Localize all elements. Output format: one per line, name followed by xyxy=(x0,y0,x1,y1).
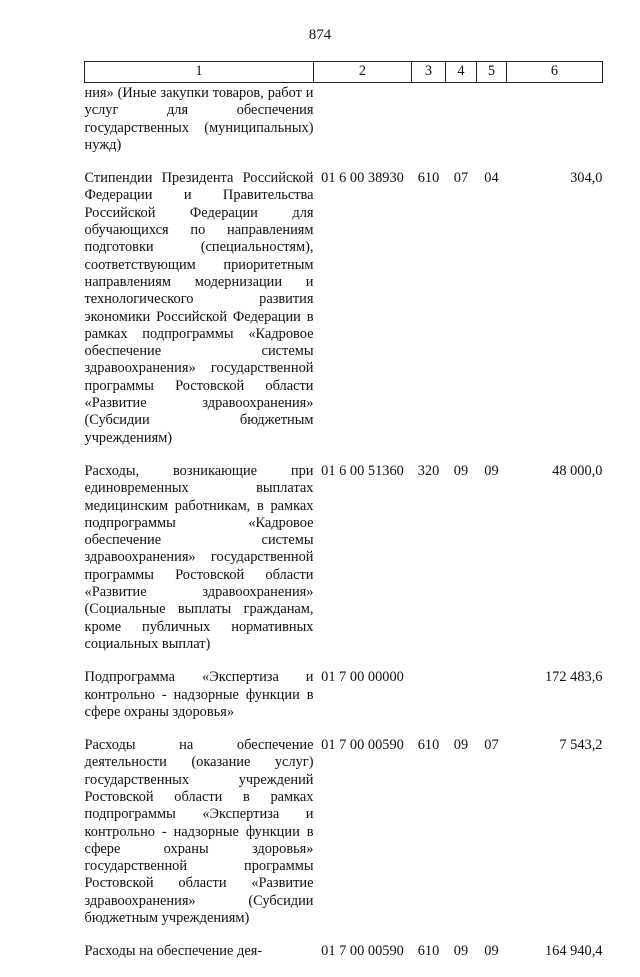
page-number: 874 xyxy=(308,27,332,43)
table-row xyxy=(85,463,603,669)
row-pr xyxy=(477,83,507,171)
row-code xyxy=(314,83,412,171)
row-pr: 07 xyxy=(484,737,499,754)
table-row xyxy=(85,170,603,463)
row-sum: 304,0 xyxy=(570,170,603,187)
row-pr: 09 xyxy=(484,943,499,960)
row-code: 01 7 00 00590 xyxy=(321,943,404,960)
row-sum: 164 940,4 xyxy=(544,943,603,960)
row-sum: 48 000,0 xyxy=(552,462,603,479)
row-pr xyxy=(477,669,507,737)
row-rz: 09 xyxy=(453,737,469,754)
table-header-row xyxy=(85,62,603,83)
row-rz xyxy=(446,669,477,737)
table-row xyxy=(85,669,603,737)
header-col-3: 3 xyxy=(412,62,446,83)
row-rz: 09 xyxy=(453,943,469,960)
table-row xyxy=(85,737,603,943)
row-sum: 7 543,2 xyxy=(559,737,603,754)
row-vr: 320 xyxy=(417,462,440,479)
row-sum: 172 483,6 xyxy=(544,669,603,686)
row-name: Расходы на обеспечение дея- xyxy=(84,943,263,960)
row-name: Подпрограмма «Экспертиза и контрольно - надзорные функции в сфере охраны здоровья» xyxy=(84,669,314,720)
row-vr: 610 xyxy=(417,943,440,960)
row-name: Расходы на обеспечение деятельности (оказание услуг) государственных учреждений Ростовской области в рамках подпрограммы «Экспертиза и контрольно - надзорные функции в сфере охраны здоровья» государственной программы Ростовской области «Развитие здравоохранения» (Субсидии бюджетным учреждениям) xyxy=(84,737,314,927)
budget-table xyxy=(84,61,603,977)
row-name: ния» (Иные закупки товаров, работ и услуг для обеспечения государственных (муниципальных) нужд) xyxy=(84,85,314,153)
header-col-2: 2 xyxy=(314,62,412,83)
table-row xyxy=(85,943,603,976)
row-name: Стипендии Президента Российской Федерации и Правительства Российской Федерации для обучающихся по направлениям подготовки (специальностям), соответствующим приоритетным направлениям модернизации и технологического развития экономики Российской Федерации в рамках подпрограммы «Кадровое обеспечение системы здравоохранения» государственной программы Ростовской области «Развитие здравоохранения» (Субсидии бюджетным учреждениям) xyxy=(84,170,314,446)
row-rz: 07 xyxy=(453,170,469,187)
row-code: 01 6 00 38930 xyxy=(321,170,404,187)
table-row xyxy=(85,83,603,171)
row-code: 01 6 00 51360 xyxy=(321,462,404,479)
row-vr: 610 xyxy=(417,170,440,187)
row-rz xyxy=(446,83,477,171)
row-sum xyxy=(507,83,603,171)
row-vr xyxy=(412,669,446,737)
row-pr: 09 xyxy=(484,462,499,479)
row-vr: 610 xyxy=(417,737,440,754)
row-vr xyxy=(412,83,446,171)
row-rz: 09 xyxy=(453,462,469,479)
header-col-4: 4 xyxy=(446,62,477,83)
header-col-6: 6 xyxy=(507,62,603,83)
header-col-5: 5 xyxy=(477,62,507,83)
row-name: Расходы, возникающие при единовременных выплатах медицинским работникам, в рамках подпрограммы «Кадровое обеспечение системы здравоохранения» государственной программы Ростовской области «Развитие здравоохранения» (Социальные выплаты гражданам, кроме публичных нормативных социальных выплат) xyxy=(84,462,314,652)
row-code: 01 7 00 00590 xyxy=(321,737,404,754)
row-code: 01 7 00 00000 xyxy=(321,669,404,686)
header-col-1: 1 xyxy=(85,62,314,83)
row-pr: 04 xyxy=(484,170,499,187)
